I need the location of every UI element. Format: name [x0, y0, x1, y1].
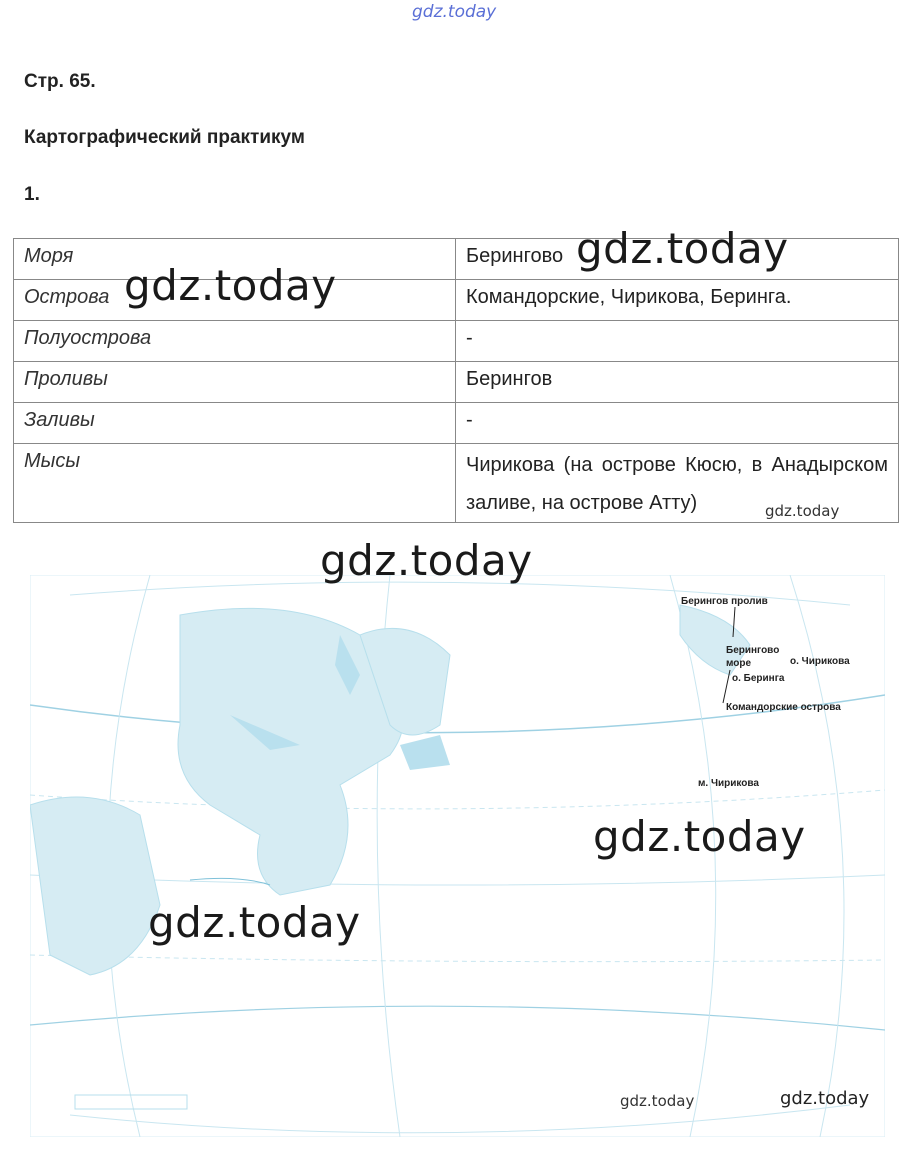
label-bering-strait: Берингов пролив: [681, 596, 768, 607]
watermark: gdz.today: [320, 536, 533, 585]
row-value: Командорские, Чирикова, Беринга.: [456, 280, 899, 321]
row-value: -: [456, 321, 899, 362]
task-number: 1.: [24, 184, 40, 205]
label-commander-islands: Командорские острова: [726, 702, 841, 713]
watermark: gdz.today: [576, 224, 789, 273]
section-title: Картографический практикум: [24, 127, 305, 148]
table-row: [14, 321, 899, 362]
watermark: gdz.today: [620, 1092, 695, 1110]
watermark: gdz.today: [593, 812, 806, 861]
page-ref: Стр. 65.: [24, 71, 96, 92]
label-bering-island: о. Беринга: [732, 673, 785, 684]
row-value: Берингов: [456, 362, 899, 403]
watermark: gdz.today: [780, 1088, 870, 1109]
table-row: [14, 403, 899, 444]
row-key: Острова: [14, 280, 456, 321]
label-bering-sea-2: море: [726, 658, 752, 669]
row-value: -: [456, 403, 899, 444]
label-bering-sea-1: Берингово: [726, 645, 780, 656]
watermark-top: gdz.today: [412, 2, 497, 22]
label-cape-chirikov: м. Чирикова: [698, 778, 759, 789]
watermark: gdz.today: [124, 261, 337, 310]
row-key: Заливы: [14, 403, 456, 444]
watermark: gdz.today: [148, 898, 361, 947]
row-value: Чирикова (на острове Кюсю, в Анадырском заливе, на острове Атту): [456, 444, 899, 523]
table-row: [14, 362, 899, 403]
row-value: Берингово: [456, 239, 899, 280]
row-key: Полуострова: [14, 321, 456, 362]
row-key: Проливы: [14, 362, 456, 403]
row-key: Моря: [14, 239, 456, 280]
watermark: gdz.today: [765, 502, 840, 520]
label-chirikov-island: о. Чирикова: [790, 656, 850, 667]
row-key: Мысы: [14, 444, 456, 523]
